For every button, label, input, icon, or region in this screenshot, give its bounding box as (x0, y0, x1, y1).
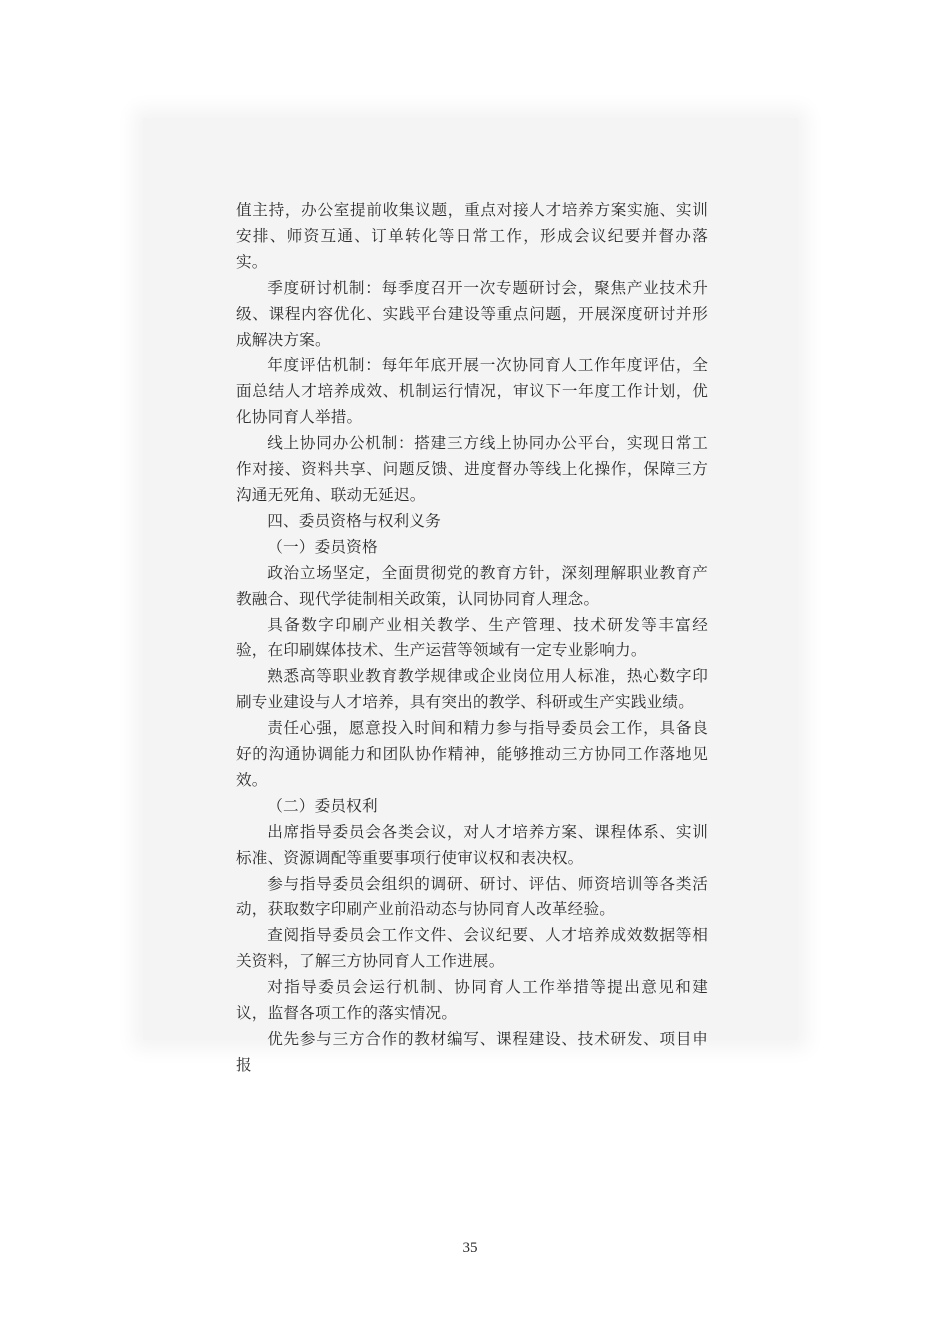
paragraph-rights-participate: 参与指导委员会组织的调研、研讨、评估、师资培训等各类活动，获取数字印刷产业前沿动态与协同育人改革经验。 (236, 874, 708, 919)
paragraph-continuation: 值主持，办公室提前收集议题，重点对接人才培养方案实施、实训安排、师资互通、订单转化等日常工作，形成会议纪要并督办落实。 (236, 201, 708, 271)
section-heading-four: 四、委员资格与权利义务 (267, 511, 441, 530)
paragraph-qualification-familiarity: 熟悉高等职业教育教学规律或企业岗位用人标准，热心数字印刷专业建设与人才培养，具有突出的教学、科研或生产实践业绩。 (236, 667, 708, 712)
paragraph-qualification-experience: 具备数字印刷产业相关教学、生产管理、技术研发等丰富经验，在印刷媒体技术、生产运营等领域有一定专业影响力。 (236, 615, 708, 660)
paragraph-rights-access: 查阅指导委员会工作文件、会议纪要、人才培养成效数据等相关资料，了解三方协同育人工作进展。 (236, 926, 708, 971)
subsection-heading-rights: （二）委员权利 (267, 796, 378, 815)
subsection-heading-qualification: （一）委员资格 (267, 537, 378, 556)
paragraph-annual-mechanism: 年度评估机制：每年年底开展一次协同育人工作年度评估，全面总结人才培养成效、机制运行情况，审议下一年度工作计划，优化协同育人举措。 (236, 356, 708, 427)
paragraph-quarterly-mechanism: 季度研讨机制：每季度召开一次专题研讨会，聚焦产业技术升级、课程内容优化、实践平台建设等重点问题，开展深度研讨并形成解决方案。 (236, 278, 708, 349)
paragraph-online-mechanism: 线上协同办公机制：搭建三方线上协同办公平台，实现日常工作对接、资料共享、问题反馈、进度督办等线上化操作，保障三方沟通无死角、联动无延迟。 (236, 434, 708, 504)
document-body (236, 198, 708, 1079)
paragraph-rights-attend: 出席指导委员会各类会议，对人才培养方案、课程体系、实训标准、资源调配等重要事项行使审议权和表决权。 (236, 822, 708, 867)
paragraph-qualification-responsibility: 责任心强，愿意投入时间和精力参与指导委员会工作，具备良好的沟通协调能力和团队协作精神，能够推动三方协同工作落地见效。 (236, 719, 708, 789)
page-number: 35 (462, 1240, 478, 1256)
paragraph-rights-priority: 优先参与三方合作的教材编写、课程建设、技术研发、项目申报 (236, 1030, 708, 1074)
paragraph-rights-suggest: 对指导委员会运行机制、协同育人工作举措等提出意见和建议，监督各项工作的落实情况。 (236, 978, 708, 1023)
paragraph-qualification-political: 政治立场坚定，全面贯彻党的教育方针，深刻理解职业教育产教融合、现代学徒制相关政策，认同协同育人理念。 (236, 563, 708, 608)
